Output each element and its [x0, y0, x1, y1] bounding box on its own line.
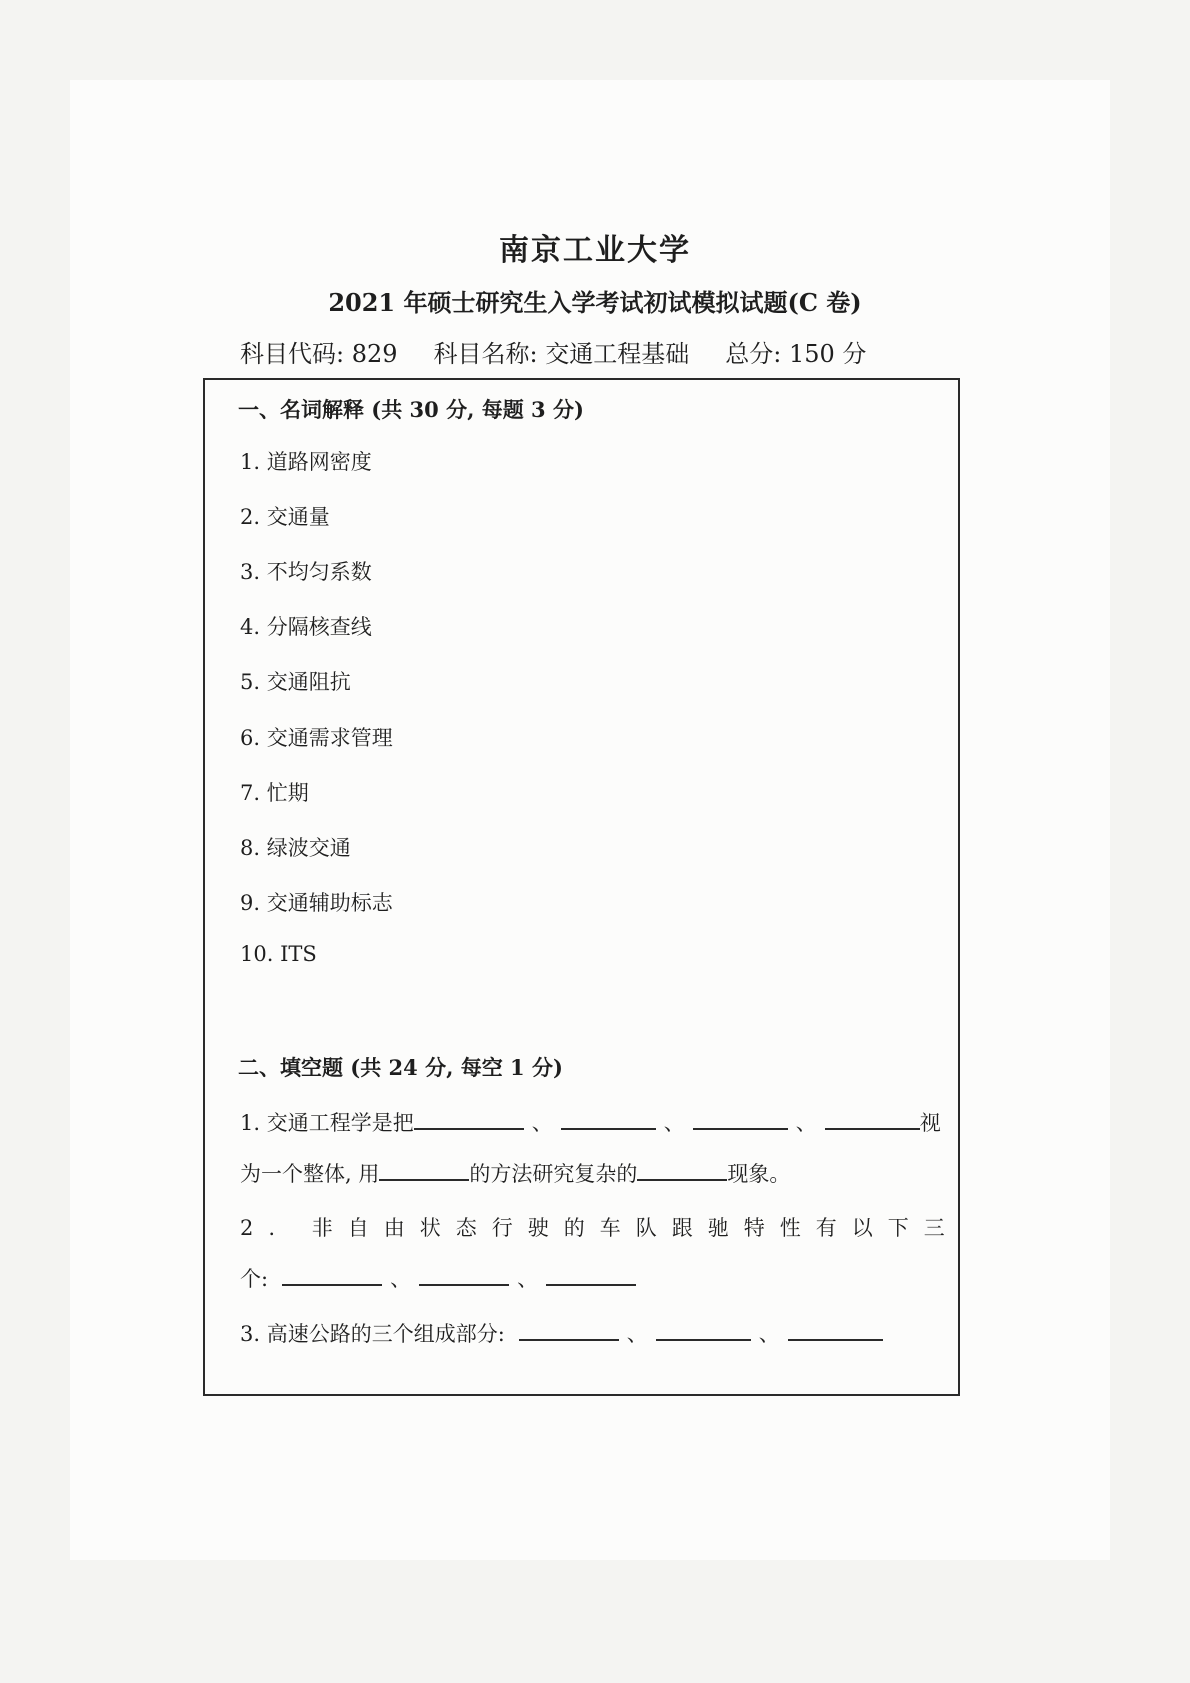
answer-blank[interactable] [693, 1108, 788, 1130]
section1-heading: 一、名词解释 (共 30 分, 每题 3 分) [238, 397, 584, 422]
term-item: 6. 交通需求管理 [240, 726, 393, 750]
term-item: 1. 道路网密度 [240, 450, 372, 474]
answer-blank[interactable] [379, 1159, 469, 1181]
answer-blank[interactable] [282, 1264, 382, 1286]
answer-blank[interactable] [788, 1319, 883, 1341]
total-score: 总分: 150 分 [725, 340, 867, 368]
q1-prefix: 1. 交通工程学是把 [240, 1111, 414, 1135]
answer-blank[interactable] [546, 1264, 636, 1286]
answer-blank[interactable] [825, 1108, 920, 1130]
term-item: 7. 忙期 [240, 781, 309, 805]
separator: 、 [390, 1267, 412, 1291]
answer-blank[interactable] [561, 1108, 656, 1130]
exam-title: 2021 年硕士研究生入学考试初试模拟试题(C 卷) [328, 288, 862, 317]
answer-blank[interactable] [519, 1319, 619, 1341]
separator: 、 [758, 1322, 780, 1346]
separator: 、 [663, 1111, 685, 1135]
q1-line2-a: 为一个整体, 用 [240, 1162, 380, 1186]
term-item: 10. ITS [240, 942, 317, 966]
answer-blank[interactable] [419, 1264, 509, 1286]
subject-name: 科目名称: 交通工程基础 [433, 340, 690, 368]
separator: 、 [517, 1267, 539, 1291]
q1-line2-c: 现象。 [727, 1162, 791, 1186]
q1-suffix: 视 [919, 1111, 941, 1135]
term-item: 3. 不均匀系数 [240, 560, 372, 584]
q3-prefix: 3. 高速公路的三个组成部分: [240, 1322, 505, 1346]
separator: 、 [626, 1322, 648, 1346]
fill-question-2-cont [240, 1263, 636, 1293]
term-item: 9. 交通辅助标志 [240, 891, 393, 915]
q2-line2-prefix: 个: [240, 1267, 269, 1291]
separator: 、 [795, 1111, 817, 1135]
question-box [203, 378, 960, 1396]
fill-question-3 [240, 1318, 883, 1348]
q1-line2-b: 的方法研究复杂的 [469, 1162, 638, 1186]
fill-question-1 [240, 1107, 941, 1137]
term-item: 4. 分隔核查线 [240, 615, 372, 639]
fill-question-1-cont [240, 1158, 790, 1188]
section2-heading: 二、填空题 (共 24 分, 每空 1 分) [238, 1055, 563, 1080]
answer-blank[interactable] [637, 1159, 727, 1181]
subject-info [240, 334, 940, 369]
university-title: 南京工业大学 [499, 233, 691, 268]
separator: 、 [531, 1111, 553, 1135]
answer-blank[interactable] [656, 1319, 751, 1341]
answer-blank[interactable] [414, 1108, 524, 1130]
term-item: 8. 绿波交通 [240, 836, 351, 860]
term-item: 2. 交通量 [240, 505, 330, 529]
term-item: 5. 交通阻抗 [240, 670, 351, 694]
fill-question-2: 2. 非自由状态行驶的车队跟驰特性有以下三 [240, 1216, 960, 1240]
subject-code: 科目代码: 829 [240, 340, 398, 368]
